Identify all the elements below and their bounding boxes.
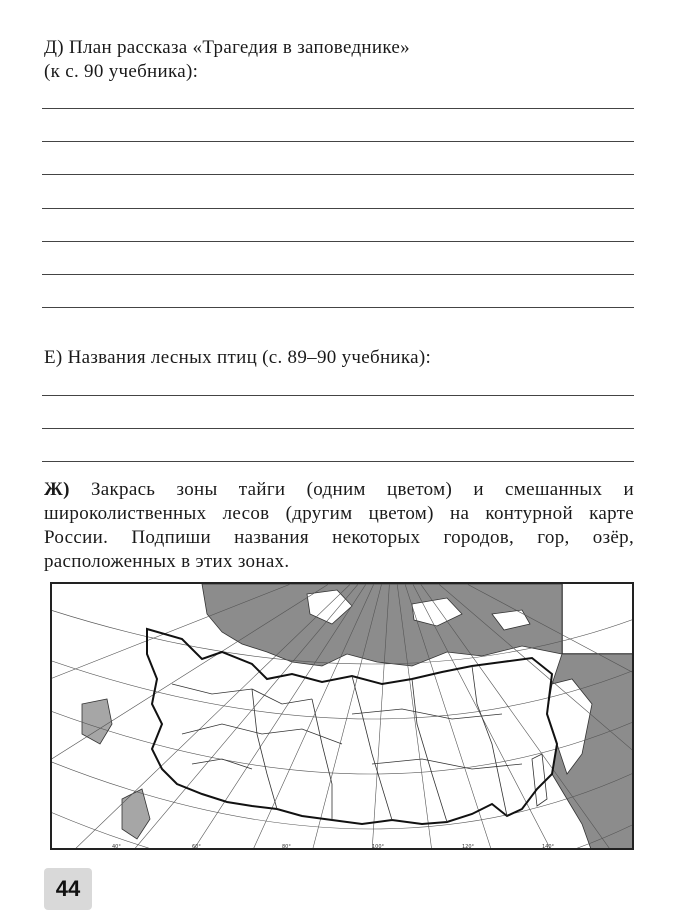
svg-text:140°: 140° [542, 844, 555, 850]
svg-text:60°: 60° [192, 844, 201, 850]
svg-text:120°: 120° [462, 844, 475, 850]
answer-line[interactable] [42, 307, 634, 308]
answer-line[interactable] [42, 208, 634, 209]
answer-line[interactable] [42, 395, 634, 396]
map-drawing [52, 584, 634, 850]
page-number: 44 [44, 868, 92, 910]
caspian-sea-icon [122, 789, 150, 839]
contour-map-russia[interactable] [50, 582, 634, 850]
svg-text:100°: 100° [372, 844, 385, 850]
map-inset-box [562, 584, 634, 654]
section-zh-text: Закрась зоны тайги (одним цветом) и смешанных и широколиственных лесов (другим цветом) на контурной карте России. Подпиши названия некоторых городов, гор, озёр, расположенных в этих зонах. [44, 479, 634, 572]
section-e-title: Е) Названия лесных птиц (с. 89–90 учебника): [44, 347, 432, 368]
section-zh-task [44, 478, 634, 574]
regions [172, 666, 522, 822]
answer-line[interactable] [42, 108, 634, 109]
answer-line[interactable] [42, 428, 634, 429]
answer-line[interactable] [42, 461, 634, 462]
russia-border [147, 629, 557, 824]
answer-line[interactable] [42, 274, 634, 275]
answer-line[interactable] [42, 174, 634, 175]
answer-line[interactable] [42, 241, 634, 242]
graticule-labels [112, 844, 555, 850]
section-d-subtitle: (к с. 90 учебника): [44, 61, 199, 82]
svg-text:40°: 40° [112, 844, 121, 850]
answer-line[interactable] [42, 141, 634, 142]
svg-text:80°: 80° [282, 844, 291, 850]
section-d-title: Д) План рассказа «Трагедия в заповеднике» [44, 37, 410, 58]
section-zh-marker: Ж) [44, 479, 70, 500]
